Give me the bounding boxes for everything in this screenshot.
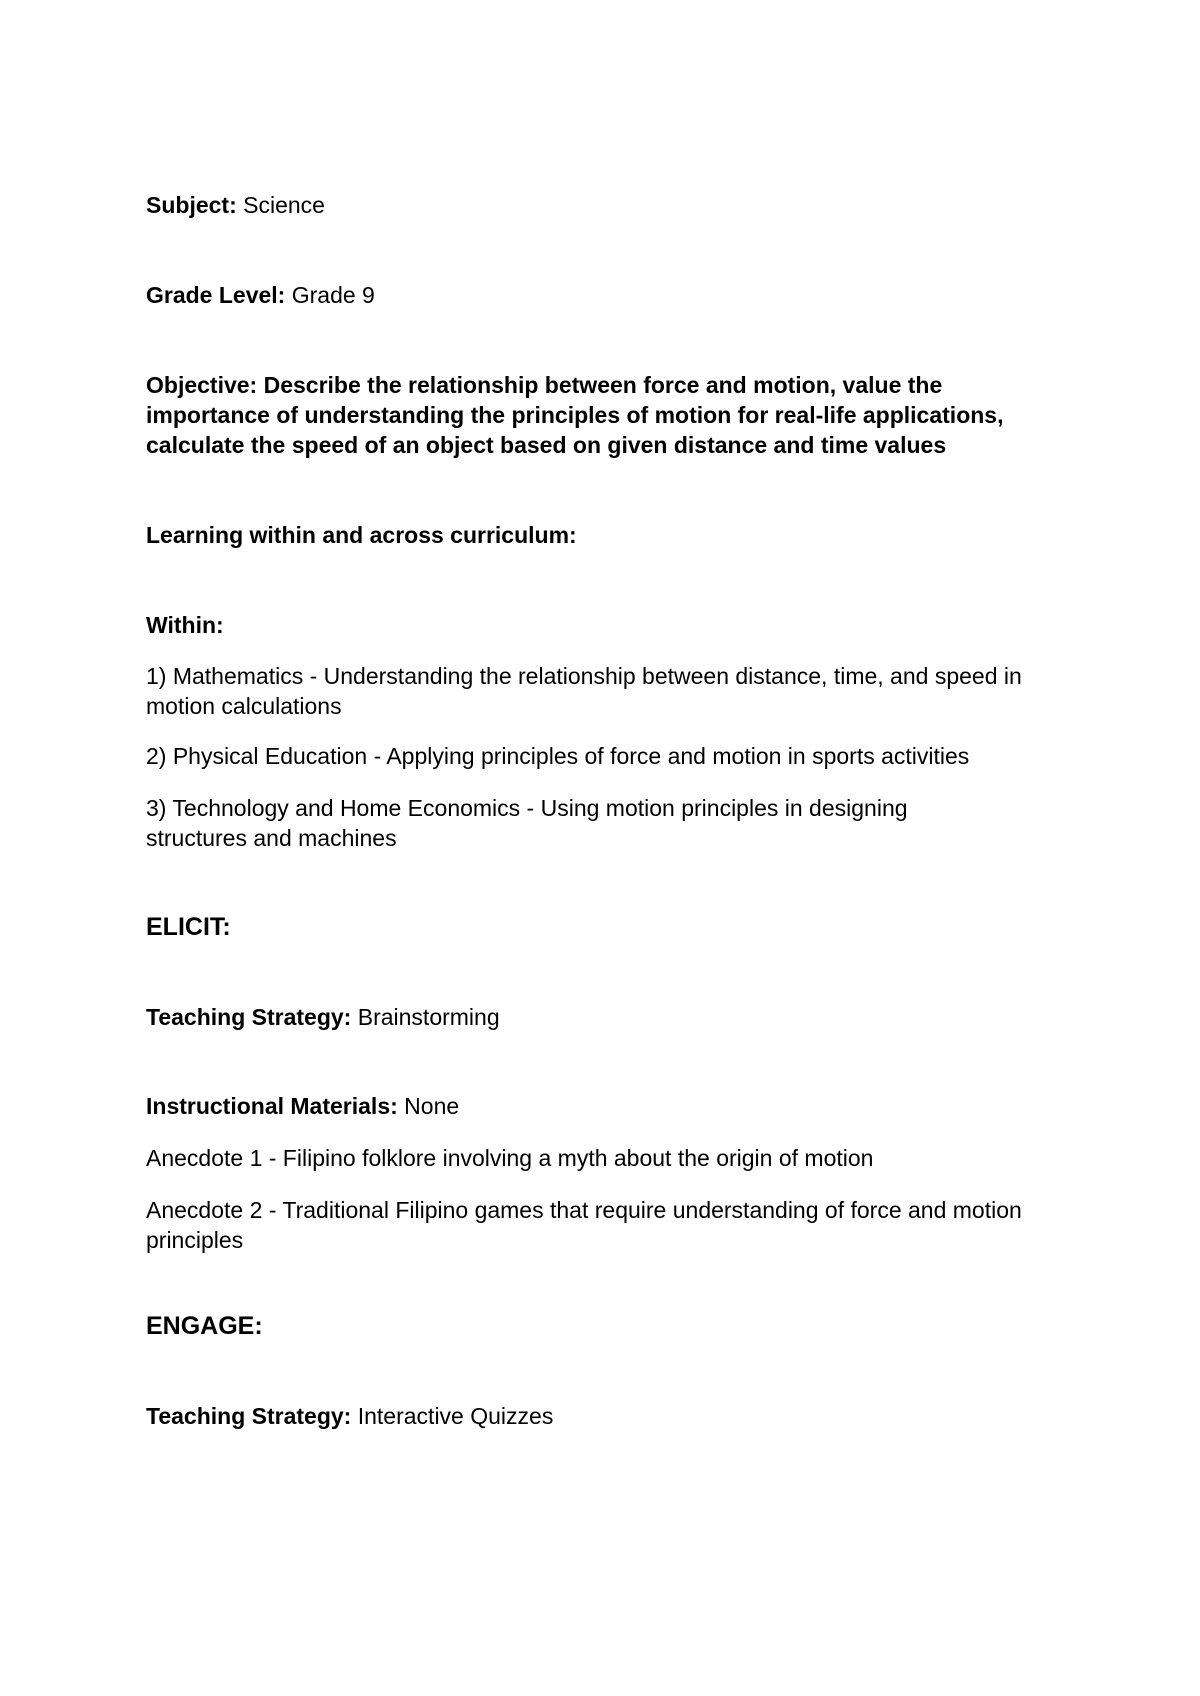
subject-value: Science	[243, 192, 325, 218]
elicit-materials-label: Instructional Materials:	[146, 1093, 398, 1119]
within-item-physical-education: 2) Physical Education - Applying principles of force and motion in sports activities	[146, 743, 970, 769]
elicit-strategy-label: Teaching Strategy:	[146, 1004, 352, 1030]
within-label: Within:	[146, 612, 224, 638]
anecdote-2: Anecdote 2 - Traditional Filipino games that require understanding of force and motion principles	[146, 1197, 1022, 1253]
within-item-mathematics: 1) Mathematics - Understanding the relationship between distance, time, and speed in motion calculations	[146, 663, 1022, 719]
engage-strategy-label: Teaching Strategy:	[146, 1403, 352, 1429]
engage-strategy-value: Interactive Quizzes	[357, 1403, 554, 1429]
grade-level-line	[146, 280, 375, 310]
objective-label: Objective:	[146, 372, 258, 398]
elicit-materials-value: None	[404, 1093, 460, 1119]
grade-level-value: Grade 9	[291, 282, 375, 308]
elicit-strategy-line	[146, 1002, 500, 1032]
within-item-technology: 3) Technology and Home Economics - Using motion principles in designing structures and machines	[146, 795, 908, 851]
subject-line	[146, 190, 325, 220]
subject-label: Subject:	[146, 192, 237, 218]
grade-level-label: Grade Level:	[146, 282, 286, 308]
objective-paragraph	[146, 370, 1026, 460]
elicit-materials-line	[146, 1091, 459, 1121]
objective-text: Describe the relationship between force and motion, value the importance of understanding the principles of motion for real-life applications, calculate the speed of an object based on given distance and time values	[146, 372, 1004, 458]
learning-heading: Learning within and across curriculum:	[146, 522, 577, 548]
elicit-heading: ELICIT:	[146, 913, 231, 941]
engage-heading: ENGAGE:	[146, 1312, 263, 1340]
engage-strategy-line	[146, 1401, 553, 1431]
anecdote-1: Anecdote 1 - Filipino folklore involving a myth about the origin of motion	[146, 1145, 874, 1171]
elicit-strategy-value: Brainstorming	[357, 1004, 500, 1030]
